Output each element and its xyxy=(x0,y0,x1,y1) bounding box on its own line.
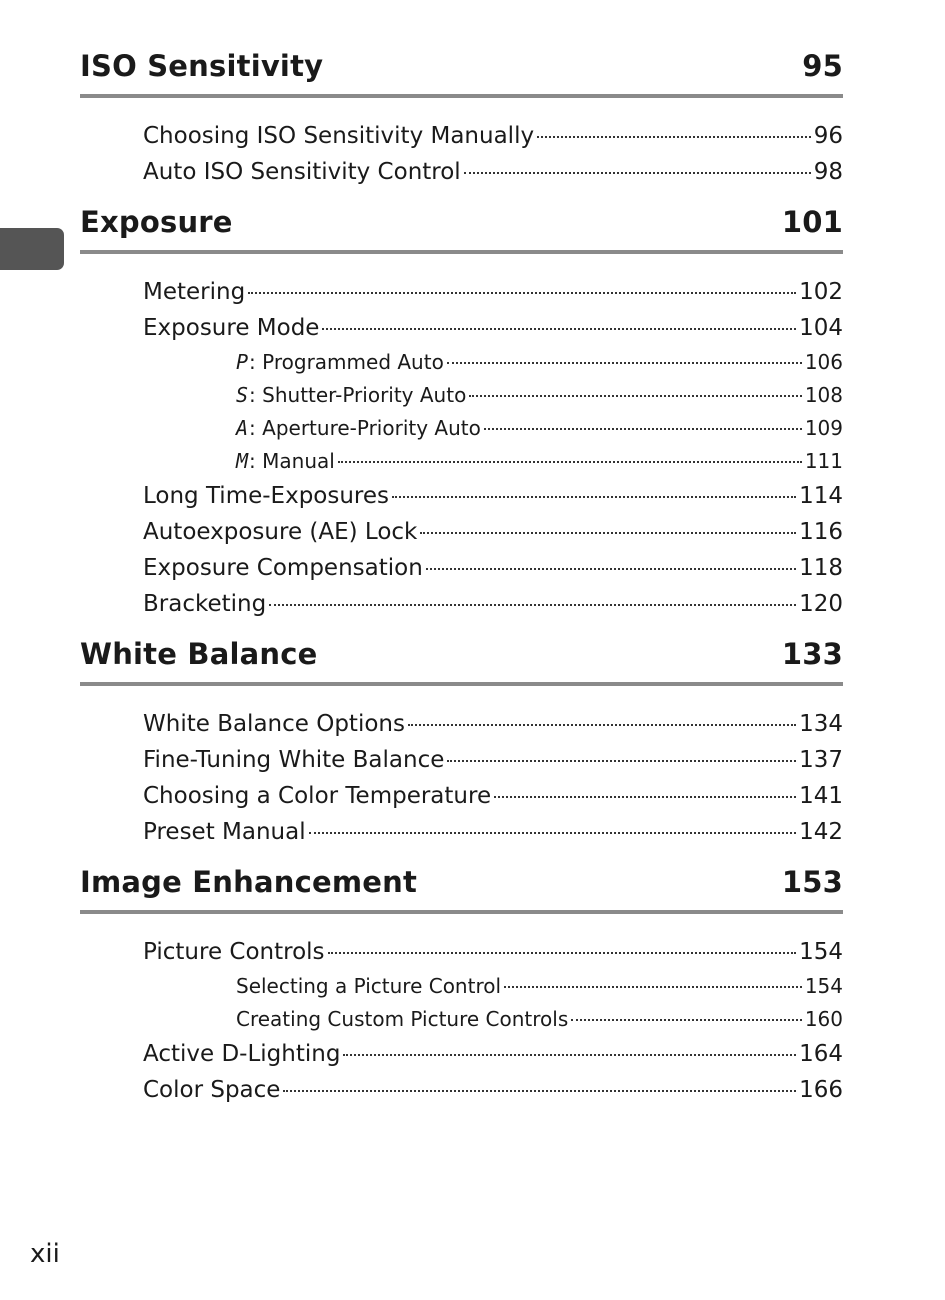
entry-label: Exposure Mode xyxy=(143,315,320,341)
entry-page: 142 xyxy=(799,819,843,845)
section-page: 101 xyxy=(781,205,843,239)
toc-entry[interactable] xyxy=(80,118,843,154)
chapter-tab-marker xyxy=(0,228,64,270)
entry-page: 164 xyxy=(799,1041,843,1067)
toc-section xyxy=(80,48,843,190)
dot-leader xyxy=(504,986,802,988)
toc-section xyxy=(80,204,843,622)
dot-leader xyxy=(447,760,796,762)
toc-subentry[interactable] xyxy=(80,412,843,445)
entry-page: 166 xyxy=(799,1077,843,1103)
section-page: 133 xyxy=(781,637,843,671)
toc-entry[interactable] xyxy=(80,310,843,346)
dot-leader xyxy=(426,568,796,570)
toc-entry[interactable] xyxy=(80,1072,843,1108)
entry-page: 134 xyxy=(799,711,843,737)
entry-label: : Programmed Auto xyxy=(249,350,444,374)
section-heading[interactable] xyxy=(80,48,843,84)
section-page: 153 xyxy=(781,865,843,899)
entry-page: 106 xyxy=(804,350,843,374)
dot-leader xyxy=(248,292,796,294)
section-heading[interactable] xyxy=(80,636,843,672)
toc-entry[interactable] xyxy=(80,778,843,814)
section-divider xyxy=(80,682,843,686)
entry-label: Color Space xyxy=(143,1077,281,1103)
toc-subentry[interactable] xyxy=(80,346,843,379)
dot-leader xyxy=(469,395,802,397)
table-of-contents xyxy=(80,48,843,1108)
entry-page: 154 xyxy=(799,939,843,965)
entry-label: Exposure Compensation xyxy=(143,555,423,581)
dot-leader xyxy=(328,952,797,954)
entry-label: : Shutter-Priority Auto xyxy=(249,383,467,407)
section-divider xyxy=(80,94,843,98)
dot-leader xyxy=(322,328,796,330)
entry-page: 118 xyxy=(799,555,843,581)
toc-entry[interactable] xyxy=(80,586,843,622)
entry-page: 137 xyxy=(799,747,843,773)
dot-leader xyxy=(537,136,811,138)
toc-section xyxy=(80,864,843,1108)
toc-section xyxy=(80,636,843,850)
section-heading[interactable] xyxy=(80,864,843,900)
entry-label: : Aperture-Priority Auto xyxy=(249,416,481,440)
entry-page: 141 xyxy=(799,783,843,809)
mode-m-glyph: M xyxy=(236,449,249,473)
dot-leader xyxy=(447,362,802,364)
dot-leader xyxy=(408,724,796,726)
toc-entry[interactable] xyxy=(80,478,843,514)
dot-leader xyxy=(464,172,811,174)
entry-label: Selecting a Picture Control xyxy=(236,974,502,998)
dot-leader xyxy=(494,796,796,798)
dot-leader xyxy=(420,532,796,534)
entry-page: 116 xyxy=(799,519,843,545)
entry-label: Choosing ISO Sensitivity Manually xyxy=(143,123,535,149)
dot-leader xyxy=(343,1054,796,1056)
dot-leader xyxy=(571,1019,802,1021)
toc-entry[interactable] xyxy=(80,514,843,550)
entry-page: 102 xyxy=(799,279,843,305)
toc-entry[interactable] xyxy=(80,1036,843,1072)
toc-entry[interactable] xyxy=(80,934,843,970)
entry-label: Bracketing xyxy=(143,591,267,617)
entry-label: Choosing a Color Temperature xyxy=(143,783,492,809)
entry-label: Auto ISO Sensitivity Control xyxy=(143,159,461,185)
entry-page: 96 xyxy=(813,123,843,149)
toc-subentry[interactable] xyxy=(80,1003,843,1036)
entry-label: : Manual xyxy=(249,449,335,473)
section-title: ISO Sensitivity xyxy=(80,49,324,83)
dot-leader xyxy=(309,832,796,834)
section-title: Image Enhancement xyxy=(80,865,418,899)
toc-subentry[interactable] xyxy=(80,970,843,1003)
toc-entry[interactable] xyxy=(80,742,843,778)
entry-label: Creating Custom Picture Controls xyxy=(236,1007,569,1031)
page-number: xii xyxy=(30,1239,60,1269)
entry-page: 111 xyxy=(804,449,843,473)
section-title: Exposure xyxy=(80,205,233,239)
entry-page: 114 xyxy=(799,483,843,509)
entry-label: Autoexposure (AE) Lock xyxy=(143,519,418,545)
section-heading[interactable] xyxy=(80,204,843,240)
entry-label: Picture Controls xyxy=(143,939,325,965)
toc-subentry[interactable] xyxy=(80,445,843,478)
dot-leader xyxy=(269,604,796,606)
toc-entry[interactable] xyxy=(80,814,843,850)
entry-page: 98 xyxy=(813,159,843,185)
mode-a-glyph: A xyxy=(236,416,249,440)
entry-page: 109 xyxy=(804,416,843,440)
entry-label: Metering xyxy=(143,279,246,305)
dot-leader xyxy=(283,1090,796,1092)
toc-entry[interactable] xyxy=(80,154,843,190)
toc-subentry[interactable] xyxy=(80,379,843,412)
entry-label: Fine-Tuning White Balance xyxy=(143,747,445,773)
entry-page: 104 xyxy=(799,315,843,341)
dot-leader xyxy=(338,461,802,463)
entry-page: 108 xyxy=(804,383,843,407)
entry-label: Preset Manual xyxy=(143,819,306,845)
dot-leader xyxy=(392,496,796,498)
mode-p-glyph: P xyxy=(236,350,249,374)
toc-entry[interactable] xyxy=(80,274,843,310)
section-divider xyxy=(80,250,843,254)
toc-entry[interactable] xyxy=(80,706,843,742)
entry-page: 120 xyxy=(799,591,843,617)
entry-label: Long Time-Exposures xyxy=(143,483,390,509)
mode-s-glyph: S xyxy=(236,383,249,407)
entry-page: 160 xyxy=(804,1007,843,1031)
dot-leader xyxy=(484,428,802,430)
section-divider xyxy=(80,910,843,914)
entry-label: White Balance Options xyxy=(143,711,405,737)
entry-page: 154 xyxy=(804,974,843,998)
section-title: White Balance xyxy=(80,637,318,671)
toc-entry[interactable] xyxy=(80,550,843,586)
entry-label: Active D-Lighting xyxy=(143,1041,341,1067)
section-page: 95 xyxy=(802,49,843,83)
